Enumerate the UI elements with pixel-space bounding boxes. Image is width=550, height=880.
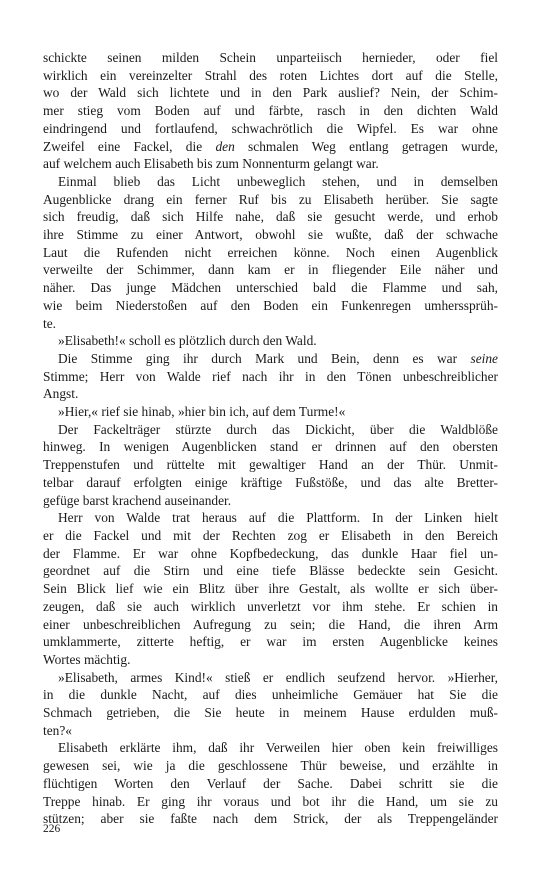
text-line: sich freudig, daß sich Hilfe nahe, daß sie gesucht werde, und erhob — [43, 209, 498, 225]
text-line: Stimme; Herr von Walde rief nach ihr in den Tönen unbeschreiblicher — [43, 368, 498, 384]
text-line: »Elisabeth, armes Kind!« stieß er endlich seufzend hervor. »Hierher, — [58, 669, 498, 685]
text-line: gewesen sei, wie ja die geschlossene Thür beweise, und erzählte in — [43, 758, 498, 774]
text-line: »Hier,« rief sie hinab, »hier bin ich, auf dem Turme!« — [58, 404, 346, 420]
text-line: einer unbeschreiblichen Aufregung zu sein; die Hand, die ihren Arm — [43, 616, 498, 632]
text-line: mer stieg vom Boden auf und färbte, rasch in den dichten Wald — [43, 103, 498, 119]
text-line: Schmach getrieben, die Sie heute in meinem Hause erdulden muß- — [43, 705, 498, 721]
text-line: eindringend und fortlaufend, schwachrötlich die Wipfel. Es war ohne — [43, 120, 498, 136]
text-line: Der Fackelträger stürzte durch das Dickicht, über die Waldblöße — [58, 421, 498, 437]
text-line: flüchtigen Worten den Verlauf der Sache. Dabei schritt sie die — [43, 775, 498, 791]
text-line: Einmal blieb das Licht unbeweglich stehen, und in demselben — [58, 173, 498, 189]
text-line: der Flamme. Er war ohne Kopfbedeckung, das dunkle Haar fiel un- — [43, 545, 498, 561]
text-line: Wortes mächtig. — [43, 651, 131, 667]
text-line: Angst. — [43, 386, 79, 402]
text-line: Laut die Rufenden nicht erreichen könne. Noch einen Augenblick — [43, 244, 498, 260]
text-line: verweilte der Schimmer, dann kam er in fliegender Eile näher und — [43, 262, 498, 278]
text-line: schickte seinen milden Schein unparteiisch hernieder, oder fiel — [43, 50, 498, 65]
text-line: ten?« — [43, 722, 72, 738]
text-line: wie beim Niederstoßen auf den Boden ein Funkenregen umherssprüh- — [43, 297, 498, 313]
text-line: er die Fackel und mit der Rechten zog er Elisabeth in den Bereich — [43, 527, 498, 543]
text-line: Augenblicke drang ein ferner Ruf bis zu Elisabeth herüber. Sie sagte — [43, 191, 498, 207]
text-line: näher. Das junge Mädchen unterschied bald die Flamme und sah, — [43, 280, 498, 296]
text-line: stützen; aber sie faßte nach dem Strick, der als Treppengeländer — [43, 811, 498, 827]
text-line: Treppe hinab. Er ging ihr voraus und bot ihr die Hand, um sie zu — [43, 793, 498, 809]
text-line: hinweg. In wenigen Augenblicken stand er drinnen auf den obersten — [43, 439, 498, 455]
emphasized-word: den — [215, 138, 235, 154]
text-line: zeugen, daß sie auch wirklich unverletzt vor ihm stehe. Er schien in — [43, 598, 498, 614]
text-line: te. — [43, 315, 57, 331]
text-line: Sein Blick lief wie ein Blitz über ihre Gestalt, als wollte er sich über- — [43, 581, 498, 597]
text-line: auf welchem auch Elisabeth bis zum Nonnenturm gelangt war. — [43, 156, 379, 172]
book-page-text — [43, 49, 498, 828]
text-line: wirklich ein vereinzelter Strahl des roten Lichtes dort auf die Stelle, — [43, 67, 498, 83]
text-line: »Elisabeth!« scholl es plötzlich durch den Wald. — [58, 333, 317, 349]
page-number: 226 — [43, 823, 61, 835]
text-line: gefüge barst krachend auseinander. — [43, 492, 232, 508]
text-line: telbar darauf erfolgten einige kräftige Fußstöße, und das alte Bretter- — [43, 474, 498, 490]
text-line: in die dunkle Nacht, auf dies unheimliche Gemäuer hat Sie die — [43, 687, 498, 703]
text-line: Herr von Walde trat heraus auf die Plattform. In der Linken hielt — [58, 510, 498, 526]
text-line: Elisabeth erklärte ihm, daß ihr Verweilen hier oben kein freiwilliges — [58, 740, 498, 756]
text-line: ihre Stimme zu einer Antwort, obwohl sie wußte, daß der schwache — [43, 227, 498, 243]
text-line: Zweifel eine Fackel, die den schmalen Weg entlang getragen wurde, — [43, 138, 498, 154]
text-line: Treppenstufen und rüttelte mit gewaltiger Hand an der Thür. Unmit- — [43, 457, 498, 473]
text-line: umklammerte, zitterte heftig, er war im ersten Augenblicke keines — [43, 634, 498, 650]
emphasized-word: seine — [470, 350, 498, 366]
text-line: wo der Wald sich lichtete und in den Park auslief? Nein, der Schim- — [43, 85, 498, 101]
text-line: geordnet auf die Stirn und eine tiefe Blässe bedeckte sein Gesicht. — [43, 563, 498, 579]
text-line: Die Stimme ging ihr durch Mark und Bein, denn es war seine — [58, 350, 498, 366]
